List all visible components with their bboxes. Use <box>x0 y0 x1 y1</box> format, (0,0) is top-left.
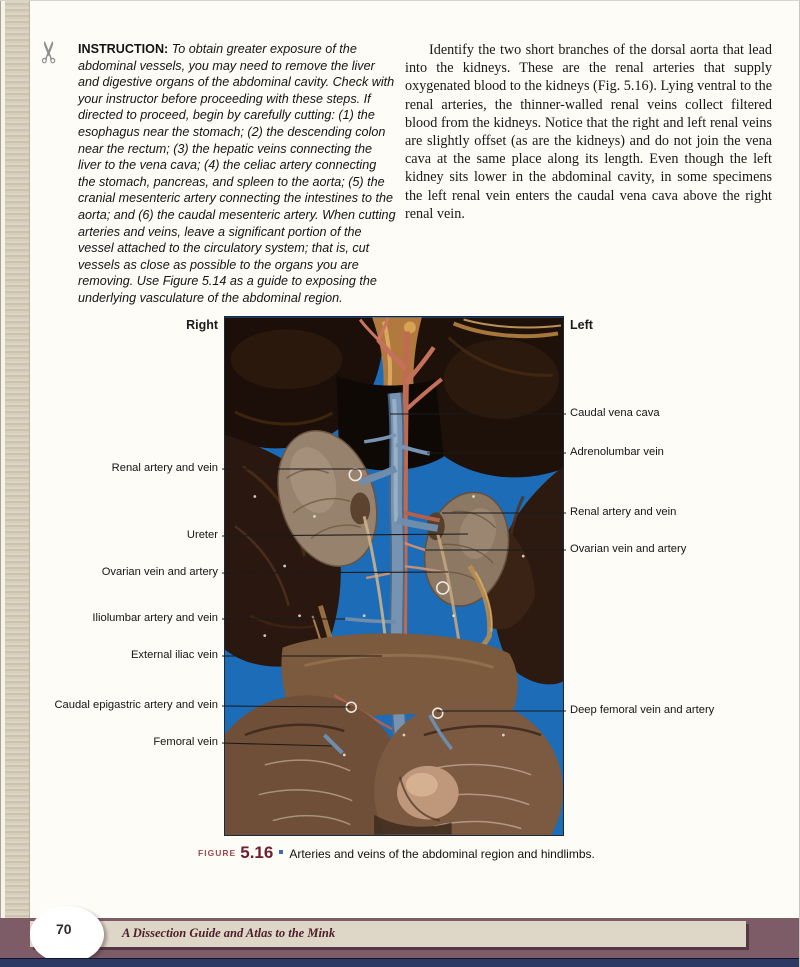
body-paragraph <box>405 41 772 223</box>
dissection-photo-art <box>225 317 563 835</box>
figure-label: Renal artery and vein <box>570 506 677 518</box>
dissection-photo <box>224 316 564 836</box>
figure-caption-number: 5.16 <box>240 843 274 862</box>
figure-label: Ovarian vein and artery <box>570 543 687 555</box>
instruction-paragraph <box>78 41 396 307</box>
figure-label: Deep femoral vein and artery <box>570 704 715 716</box>
figure-label: Caudal vena cava <box>570 407 660 419</box>
instruction-label: INSTRUCTION: <box>78 42 169 56</box>
page-edge-texture <box>0 1 30 919</box>
figure-caption-prefix: FIGURE <box>198 848 237 858</box>
page-number: 70 <box>56 921 72 937</box>
figure-label: Renal artery and vein <box>111 462 218 474</box>
figure-label: Caudal epigastric artery and vein <box>54 699 218 711</box>
figure-label: External iliac vein <box>130 649 218 661</box>
bottom-strip <box>0 958 800 967</box>
body-text: Identify the two short branches of the dorsal aorta that lead into the kidneys. These are the renal arteries that supply oxygenated blood to the kidneys (Fig. 5.16). Lying ventral to the renal arteries, the thinner-walled renal veins collect filtered blood from the kidneys. Notice that the right and left renal veins are slightly offset (as are the kidneys) and do not join the vena cava at the same place along its length. Even though the left kidney sits lower in the abdominal cavity, in some specimens the left renal vein enters the caudal vena cava above the right renal vein. <box>405 42 772 222</box>
figure-caption-text: Arteries and veins of the abdominal region and hindlimbs. <box>289 847 595 861</box>
instruction-body: To obtain greater exposure of the abdominal vessels, you may need to remove the liver and digestive organs of the abdominal cavity. Check with your instructor before proceeding with these steps. If directed to proceed, begin by carefully cutting: (1) the esophagus near the stomach; (2) the descending colon near the rectum; (3) the hepatic veins connecting the liver to the vena cava; (4) the celiac artery connecting the stomach, pancreas, and spleen to the aorta; (5) the cranial mesenteric artery connecting the intestines to the aorta; and (6) the caudal mesenteric artery. When cutting arteries and veins, leave a significant portion of the vessel attached to the circulatory system; that is, cut vessels as close as possible to the organs you are removing. Use Figure 5.14 as a guide to exposing the underlying vasculature of the abdominal region. <box>78 42 396 305</box>
figure-label: Femoral vein <box>153 736 218 748</box>
figure-label: Iliolumbar artery and vein <box>92 612 218 624</box>
caption-bullet-icon <box>279 850 283 854</box>
figure-caption <box>198 843 618 863</box>
book-title: A Dissection Guide and Atlas to the Mink <box>122 926 336 940</box>
figure-label: Ovarian vein and artery <box>101 566 218 578</box>
figure-side-header-left: Left <box>570 318 593 332</box>
scissors-icon: ✂ <box>33 39 67 65</box>
figure-label: Ureter <box>186 529 218 541</box>
figure-label: Adrenolumbar vein <box>570 446 664 458</box>
figure-side-header-right: Right <box>186 318 218 332</box>
